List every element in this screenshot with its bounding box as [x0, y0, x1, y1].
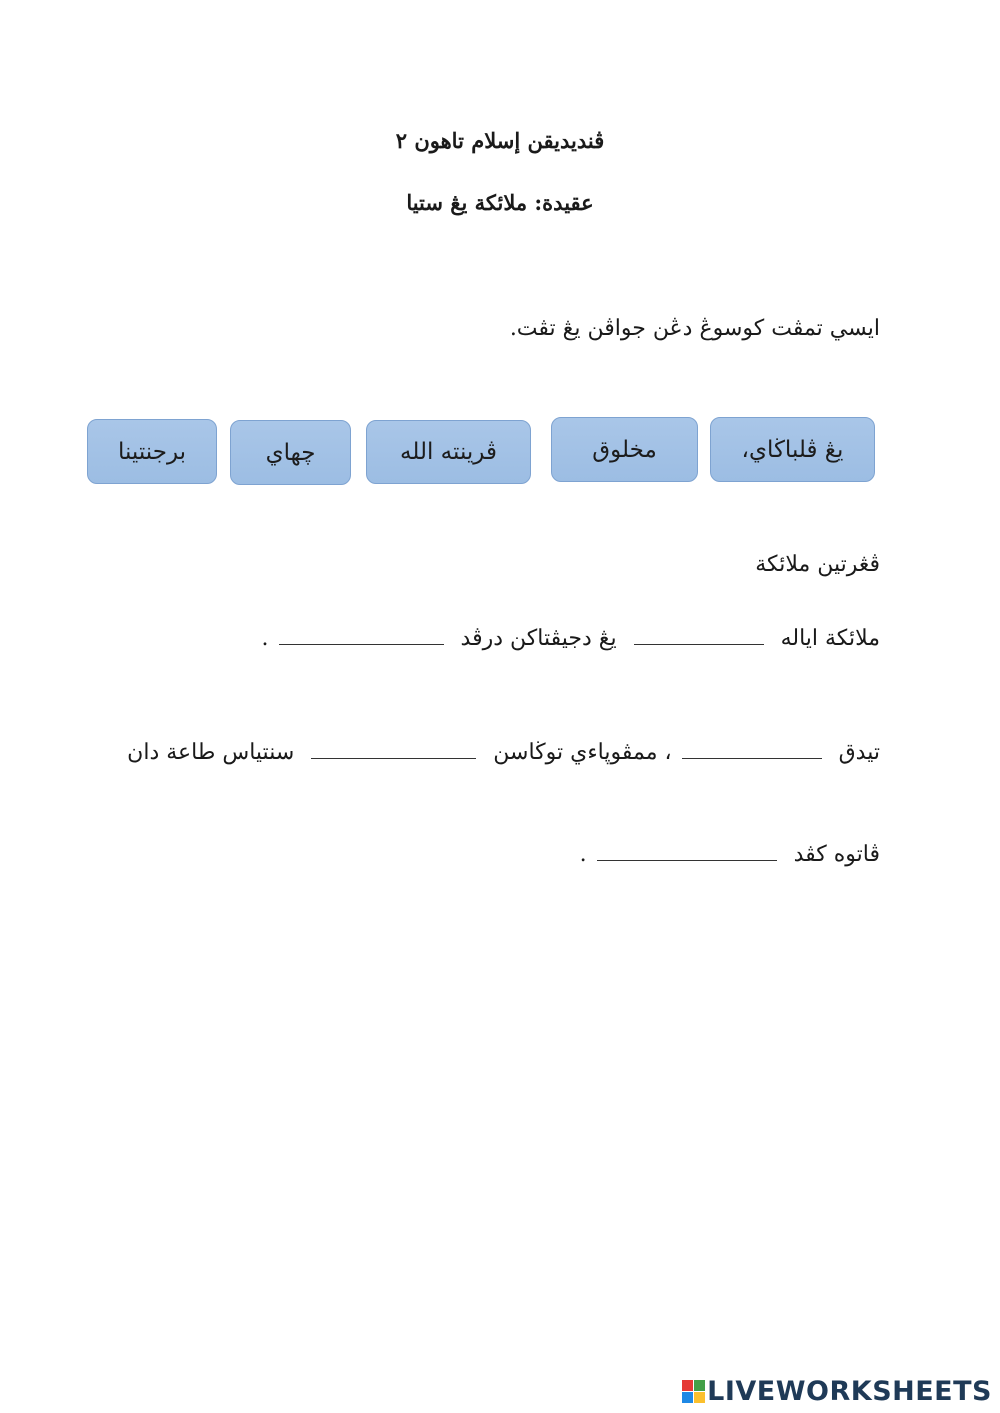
question-line-1 — [262, 620, 880, 651]
word-bank-item[interactable]: چهاي — [230, 420, 351, 485]
worksheet-subtitle: عقيدة: ملائكة يڠ ستيا — [406, 190, 594, 215]
question-text: تيدق — [838, 740, 880, 765]
worksheet-title: ڤنديديقن إسلام تاهون ٢ — [395, 128, 605, 153]
liveworksheets-logo — [682, 1376, 992, 1407]
question-text: ملائكة اياله — [780, 626, 880, 651]
answer-blank[interactable] — [279, 620, 444, 645]
section-title: ڤڠرتين ملائكة — [755, 552, 880, 577]
word-bank-item[interactable]: ڤرينته الله — [366, 420, 531, 484]
answer-blank[interactable] — [682, 734, 822, 759]
liveworksheets-icon — [682, 1380, 705, 1403]
question-text: . — [579, 842, 587, 867]
answer-blank[interactable] — [311, 734, 476, 759]
word-bank-item[interactable]: مخلوق — [551, 417, 698, 482]
answer-blank[interactable] — [634, 620, 764, 645]
question-text: . — [261, 626, 269, 651]
question-line-2 — [127, 734, 880, 765]
word-bank-item[interactable]: يڠ ڤلباڬاي، — [710, 417, 875, 482]
brand-name: LIVEWORKSHEETS — [707, 1376, 992, 1407]
question-text: ، ممڤوڽاءي توڬاسن — [493, 740, 672, 765]
word-bank-item[interactable]: برجنتينا — [87, 419, 217, 484]
answer-blank[interactable] — [597, 836, 777, 861]
instruction-text: ايسي تمڤت كوسوڠ دڠن جواڤن يڠ تڤت. — [509, 316, 880, 341]
question-text: ڤاتوه كڤد — [793, 842, 880, 867]
question-line-3 — [580, 836, 880, 867]
question-text: يڠ دجيڤتاكن درڤد — [460, 626, 617, 651]
question-text: سنتياس طاعة دان — [127, 740, 295, 765]
